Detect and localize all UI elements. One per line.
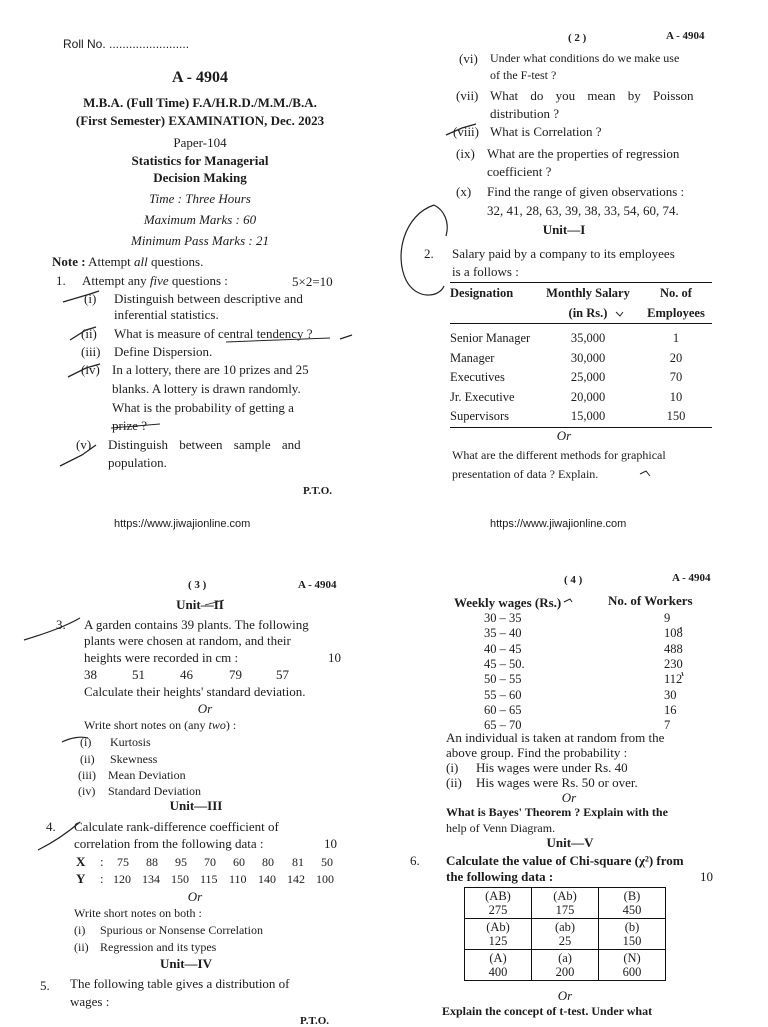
wages-table (484, 611, 683, 733)
paper-code: A - 4904 (672, 572, 711, 584)
note-text-b: all (133, 254, 148, 269)
or-separator: Or (197, 701, 213, 716)
cell-label: (N) (623, 951, 641, 965)
subject-line-1: Statistics for Managerial (131, 153, 269, 168)
item-viii-line-1: What is Correlation ? (490, 124, 602, 139)
y-value: 134 (142, 872, 160, 886)
cell-value: 600 (622, 965, 642, 979)
q4-number: 4. (46, 819, 56, 834)
table-row (484, 611, 683, 626)
cell-workers: 30 (664, 687, 677, 702)
table-cell (532, 919, 599, 950)
paper-code: A - 4904 (666, 30, 705, 42)
note-iii-text: Mean Deviation (108, 768, 186, 782)
cell-workers: 112 (664, 672, 683, 687)
note-text-a: Attempt (88, 254, 131, 269)
item-vi-number: (vi) (459, 51, 478, 66)
item-ii-number: (ii) (81, 326, 97, 341)
cell-wage-range: 30 – 35 (484, 611, 522, 626)
paper-code: A - 4904 (172, 69, 228, 86)
page-4 (384, 560, 768, 1024)
q4-note-ii-number: (ii) (74, 940, 89, 954)
q3-line-1: A garden contains 39 plants. The following (84, 617, 309, 632)
q4-alt: Write short notes on both : (74, 906, 202, 920)
cell-value: 25 (558, 934, 572, 948)
q4-line-2: correlation from the following data : (74, 836, 264, 851)
cell-label: (ab) (554, 920, 576, 934)
q1-text-a: Attempt any (82, 273, 147, 288)
cell-salary: 30,000 (570, 350, 606, 365)
q3-line-3: heights were recorded in cm : (84, 650, 239, 665)
q2-number: 2. (424, 246, 434, 261)
cell-wage-range: 65 – 70 (484, 718, 522, 733)
note-label: Note : (52, 254, 86, 269)
q2-line-2: is a follows : (452, 264, 519, 279)
y-label: Y (76, 871, 86, 886)
cell-salary: 15,000 (570, 409, 606, 424)
cell-value: 175 (555, 903, 575, 917)
table-row (465, 950, 666, 981)
y-value: 115 (200, 872, 218, 886)
cell-employees: 10 (669, 389, 683, 404)
table-row (450, 368, 712, 388)
table-cell (599, 919, 666, 950)
q2-line-1: Salary paid by a company to its employees (452, 246, 675, 261)
q5-line-2: wages : (70, 994, 110, 1009)
item-v-line-2: population. (108, 455, 167, 470)
time: Time : Three Hours (149, 191, 251, 206)
cell-label: (A) (489, 951, 507, 965)
q3-line-2: plants were chosen at random, and their (84, 633, 291, 648)
table-cell (532, 888, 599, 919)
item-i-line-2: inferential statistics. (114, 307, 219, 322)
unit-1-heading: Unit—I (542, 222, 586, 237)
website-url[interactable]: https://www.jiwajionline.com (114, 518, 251, 530)
y-value: 150 (171, 872, 189, 886)
q3-alt-c: ) : (225, 718, 237, 732)
table-row (465, 919, 666, 950)
cell-wage-range: 35 – 40 (484, 626, 522, 641)
height-value: 38 (84, 667, 97, 682)
height-value: 57 (276, 667, 289, 682)
cell-wage-range: 60 – 65 (484, 702, 522, 717)
item-iv-line-4: prize ? (112, 418, 148, 433)
prob-ii-number: (ii) (446, 775, 462, 790)
y-value: 100 (316, 872, 334, 886)
page-number: ( 3 ) (188, 579, 207, 591)
table-row (450, 324, 712, 349)
page-2 (384, 0, 768, 540)
x-value: 80 (262, 855, 274, 869)
cell-label: (Ab) (486, 920, 510, 934)
cell-value: 150 (622, 934, 642, 948)
table-row (484, 687, 683, 702)
item-x-line-1: Find the range of given observations : (487, 184, 685, 199)
note-i-text: Kurtosis (110, 735, 151, 749)
col-employees-2: Employees (647, 305, 705, 320)
col-salary-unit: (in Rs.) (568, 305, 608, 320)
cell-workers: 16 (664, 702, 677, 717)
subject-line-2: Decision Making (153, 170, 247, 185)
q3-marks: 10 (328, 650, 341, 665)
note-i-number: (i) (80, 735, 92, 749)
cell-employees: 20 (669, 350, 683, 365)
q1-marks: 5×2=10 (292, 274, 333, 289)
cell-label: (a) (558, 951, 572, 965)
bayes-line-1: What is Bayes' Theorem ? Explain with the (446, 805, 668, 819)
exam-line-2: (First Semester) EXAMINATION, Dec. 2023 (75, 113, 325, 128)
y-value: 140 (258, 872, 276, 886)
roll-no: Roll No. ........................ (63, 37, 190, 51)
note-ii-text: Skewness (110, 752, 158, 766)
table-row (484, 657, 683, 672)
cell-designation: Supervisors (450, 409, 510, 424)
q1-instruction (82, 273, 228, 289)
q6-line-2: the following data : (446, 869, 554, 884)
page-number: ( 2 ) (568, 32, 587, 44)
q5-line-1: The following table gives a distribution of (70, 976, 290, 991)
table-row (484, 672, 683, 687)
col-designation-2 (450, 304, 536, 324)
cell-wage-range: 40 – 45 (484, 641, 522, 656)
item-vi-line-2: of the F-test ? (490, 68, 557, 82)
y-value: 120 (113, 872, 131, 886)
item-i-line-1: Distinguish between descriptive and (114, 291, 303, 306)
x-value: 88 (146, 855, 158, 869)
q3-number: 3. (56, 617, 66, 632)
item-v-number: (v) (76, 437, 92, 452)
exam-line-1: M.B.A. (Full Time) F.A/H.R.D./M.M./B.A. (83, 95, 317, 110)
item-iii-line-1: Define Dispersion. (114, 344, 213, 359)
item-vii-line-2: distribution ? (490, 106, 559, 121)
item-iv-line-2: blanks. A lottery is drawn randomly. (112, 381, 301, 396)
item-i-number: (i) (84, 291, 97, 306)
q3-ask: Calculate their heights' standard deviation. (84, 684, 306, 699)
col-designation: Designation (450, 286, 514, 301)
bayes-line-2: help of Venn Diagram. (446, 821, 556, 835)
prob-ii-text: His wages were Rs. 50 or over. (476, 775, 638, 790)
item-iv-line-3: What is the probability of getting a (112, 400, 294, 415)
page-3 (0, 560, 384, 1027)
cell-designation: Senior Manager (450, 331, 531, 346)
cell-workers: 9 (664, 611, 671, 626)
q4-note-i-text: Spurious or Nonsense Correlation (100, 923, 263, 937)
cell-designation: Jr. Executive (450, 389, 515, 404)
item-ix-line-2: coefficient ? (487, 164, 552, 179)
q2-alt-line-1: What are the different methods for graphical (452, 448, 666, 462)
q3-alt-a: Write short notes on (any (84, 718, 206, 732)
x-label: X (76, 854, 86, 869)
table-row (450, 407, 712, 427)
item-ii-line-1: What is measure of central tendency ? (114, 326, 313, 341)
y-colon: : (100, 871, 104, 886)
height-value: 51 (132, 667, 145, 682)
cell-value: 200 (555, 965, 575, 979)
table-row (450, 349, 712, 369)
table-cell (532, 950, 599, 981)
table-row (465, 888, 666, 919)
or-separator: Or (556, 428, 572, 443)
salary-table-rule (450, 282, 712, 283)
height-value: 46 (180, 667, 193, 682)
q1-text-c: questions : (171, 273, 228, 288)
unit-5-heading: Unit—V (546, 835, 594, 850)
page-number: ( 4 ) (564, 574, 583, 586)
table-row (484, 626, 683, 641)
q6-number: 6. (410, 853, 420, 868)
cell-value: 275 (488, 903, 508, 917)
item-ix-number: (ix) (456, 146, 475, 161)
table-cell (599, 950, 666, 981)
y-value: 110 (229, 872, 247, 886)
chi-square-table (464, 887, 666, 981)
cell-designation: Executives (450, 370, 505, 385)
item-x-number: (x) (456, 184, 472, 199)
item-viii-number: (viii) (453, 124, 479, 139)
note-iv-text: Standard Deviation (108, 784, 201, 798)
or-separator: Or (557, 988, 573, 1003)
q1-number: 1. (56, 273, 66, 288)
q3-alt-b: two (208, 718, 226, 732)
x-value: 50 (321, 855, 333, 869)
q4-note-ii-text: Regression and its types (100, 940, 217, 954)
col-monthly-salary: Monthly Salary (546, 286, 630, 301)
cell-designation: Manager (450, 350, 495, 365)
cell-workers: 230 (664, 657, 683, 672)
cell-employees: 70 (669, 370, 683, 385)
x-value: 75 (117, 855, 129, 869)
note (52, 254, 203, 270)
cell-workers: 7 (664, 718, 671, 733)
note-text-c: questions. (150, 254, 204, 269)
cell-workers: 108 (664, 626, 683, 641)
cell-workers: 488 (664, 641, 683, 656)
item-vii-number: (vii) (456, 88, 479, 103)
x-value: 70 (204, 855, 216, 869)
item-v-line-1: Distinguish between sample and (108, 437, 301, 452)
table-cell (599, 888, 666, 919)
y-value: 142 (287, 872, 305, 886)
item-iv-line-1: In a lottery, there are 10 prizes and 25 (112, 362, 309, 377)
table-cell (465, 888, 532, 919)
paper-code: A - 4904 (298, 579, 337, 591)
q1-text-b: five (149, 273, 169, 288)
q3-alt (84, 718, 236, 733)
unit-4-heading: Unit—IV (159, 956, 212, 971)
prob-i-number: (i) (446, 760, 459, 775)
note-iii-number: (iii) (78, 768, 96, 782)
item-ix-line-1: What are the properties of regression (487, 146, 680, 161)
salary-table (450, 284, 712, 428)
max-marks: Maximum Marks : 60 (143, 212, 257, 227)
cell-label: (B) (623, 889, 641, 903)
x-value: 95 (175, 855, 187, 869)
min-marks: Minimum Pass Marks : 21 (131, 233, 269, 248)
table-row (484, 642, 683, 657)
col-weekly-wages: Weekly wages (Rs.) (454, 595, 562, 610)
x-value: 81 (292, 855, 304, 869)
q2-alt-line-2: presentation of data ? Explain. (452, 467, 599, 481)
q4-marks: 10 (324, 836, 337, 851)
q5-number: 5. (40, 978, 50, 993)
q4-note-i-number: (i) (74, 923, 86, 937)
cell-label: (AB) (485, 889, 511, 903)
paper-number: Paper-104 (173, 135, 227, 150)
q4-line-1: Calculate rank-difference coefficient of (74, 819, 279, 834)
item-iii-number: (iii) (81, 344, 101, 359)
cell-value: 400 (488, 965, 508, 979)
unit-3-heading: Unit—III (169, 798, 223, 813)
cell-employees: 1 (672, 331, 680, 346)
pto: P.T.O. (303, 485, 333, 497)
prob-line-1: An individual is taken at random from the (446, 730, 665, 745)
cell-value: 125 (488, 934, 508, 948)
unit-2-heading: Unit—II (176, 597, 224, 612)
table-header-row (450, 284, 712, 304)
cell-label: (Ab) (553, 889, 577, 903)
note-iv-number: (iv) (78, 784, 96, 798)
cell-employees: 150 (666, 409, 686, 424)
x-colon: : (100, 854, 104, 869)
q6-line-1: Calculate the value of Chi-square (χ²) from (446, 853, 684, 868)
cell-label: (b) (624, 920, 640, 934)
cell-salary: 35,000 (570, 331, 606, 346)
item-iv-number: (iv) (81, 362, 100, 377)
x-value: 60 (233, 855, 245, 869)
table-cell (465, 919, 532, 950)
cell-wage-range: 45 – 50. (484, 657, 525, 672)
or-separator: Or (187, 889, 203, 904)
table-row (484, 703, 683, 718)
cell-wage-range: 55 – 60 (484, 687, 522, 702)
cell-salary: 25,000 (570, 370, 606, 385)
note-ii-number: (ii) (80, 752, 95, 766)
table-row (450, 388, 712, 408)
table-cell (465, 950, 532, 981)
item-vii-line-1: What do you mean by Poisson (490, 88, 694, 103)
col-no-of-workers: No. of Workers (608, 593, 693, 608)
col-employees: No. of (660, 286, 692, 301)
q6-marks: 10 (700, 869, 713, 884)
height-value: 79 (229, 667, 242, 682)
item-vi-line-1: Under what conditions do we make use (490, 51, 680, 65)
website-url[interactable]: https://www.jiwajionline.com (490, 518, 627, 530)
cell-salary: 20,000 (570, 389, 606, 404)
prob-i-text: His wages were under Rs. 40 (476, 760, 628, 775)
or-separator: Or (561, 790, 577, 805)
item-x-line-2: 32, 41, 28, 63, 39, 38, 33, 54, 60, 74. (487, 203, 679, 218)
table-header-row-2 (450, 304, 712, 324)
cell-value: 450 (622, 903, 642, 917)
pto: P.T.O. (300, 1015, 330, 1027)
prob-line-2: above group. Find the probability : (446, 745, 628, 760)
cell-wage-range: 50 – 55 (484, 672, 522, 687)
page-1 (0, 0, 384, 540)
ttest-line-1: Explain the concept of t-test. Under what (442, 1004, 653, 1018)
